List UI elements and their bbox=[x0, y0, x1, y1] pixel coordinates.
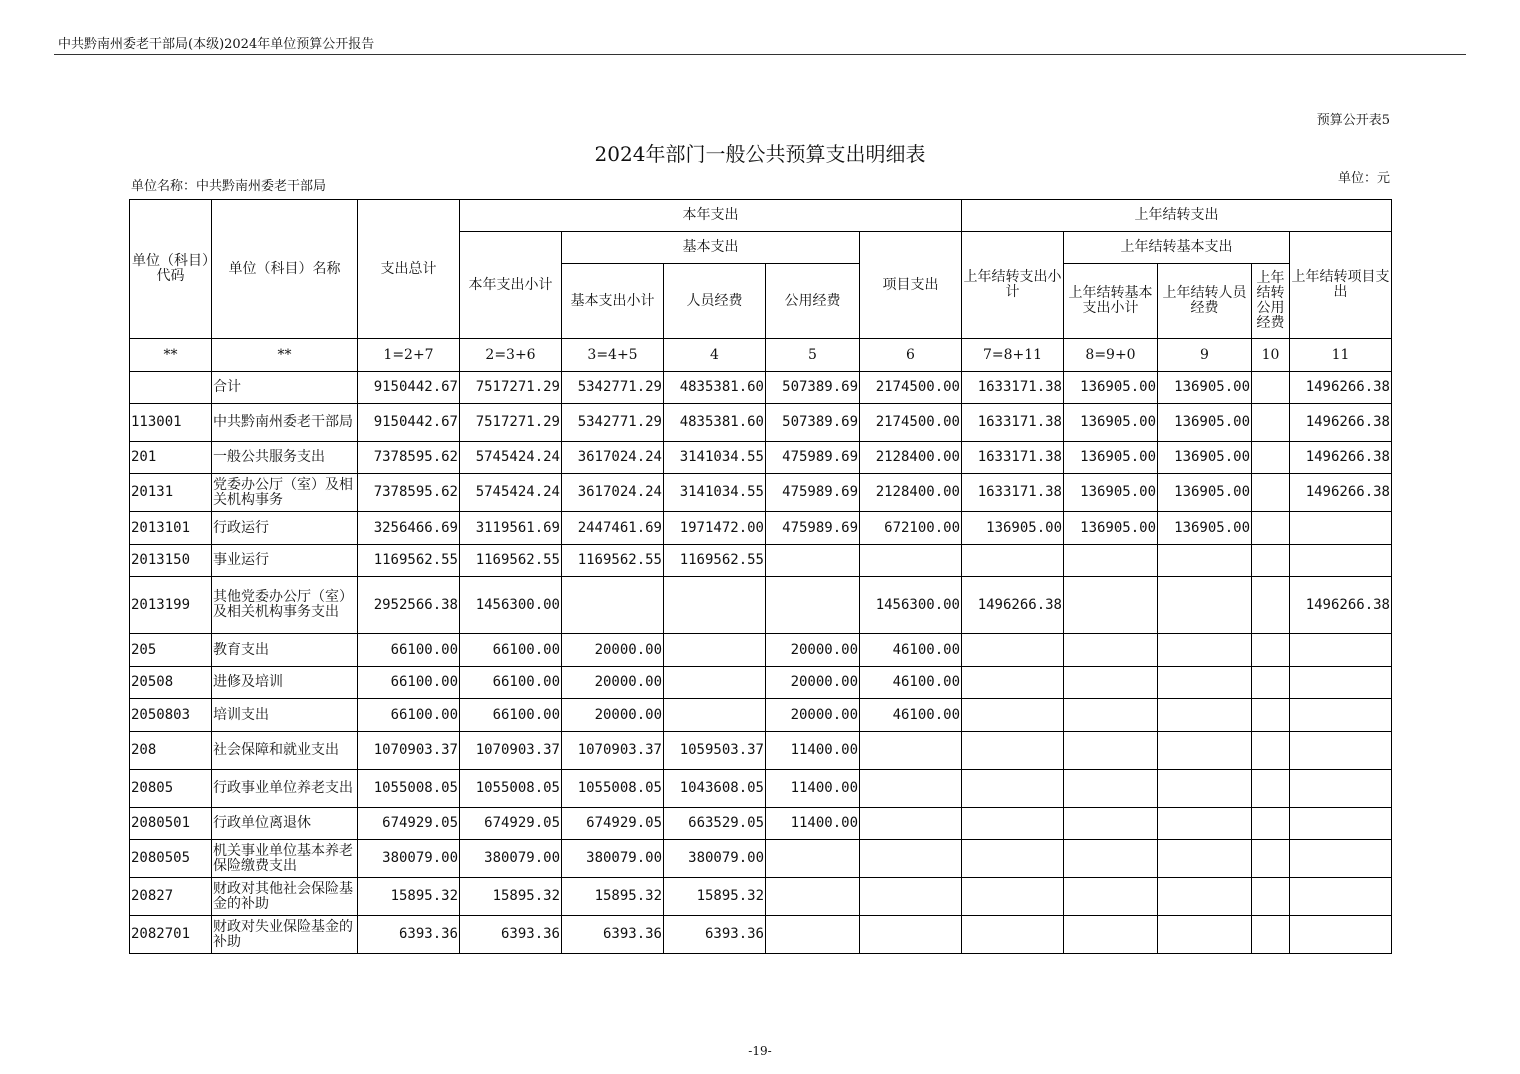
cell-amount bbox=[962, 770, 1064, 808]
cell-amount bbox=[766, 840, 860, 878]
cell-amount: 136905.00 bbox=[1158, 372, 1252, 404]
cell-amount bbox=[1290, 878, 1392, 916]
cell-amount: 136905.00 bbox=[1158, 442, 1252, 474]
unit-label: 单位：元 bbox=[1337, 171, 1390, 186]
budget-table bbox=[129, 199, 1392, 954]
index-cell: 11 bbox=[1290, 339, 1392, 372]
cell-amount bbox=[1290, 770, 1392, 808]
index-cell: 2=3+6 bbox=[460, 339, 562, 372]
index-row bbox=[130, 339, 1392, 372]
cell-amount: 46100.00 bbox=[860, 634, 962, 667]
cell-amount bbox=[664, 634, 766, 667]
cell-amount bbox=[1252, 442, 1290, 474]
cell-amount bbox=[1290, 667, 1392, 699]
cell-amount: 136905.00 bbox=[1064, 512, 1158, 545]
cell-amount: 2447461.69 bbox=[562, 512, 664, 545]
table-row bbox=[130, 770, 1392, 808]
cell-amount: 2174500.00 bbox=[860, 404, 962, 442]
cell-amount bbox=[1064, 770, 1158, 808]
header-project: 项目支出 bbox=[860, 232, 962, 339]
cell-amount bbox=[1252, 840, 1290, 878]
cell-amount: 1055008.05 bbox=[460, 770, 562, 808]
cell-amount bbox=[962, 808, 1064, 840]
cell-amount bbox=[1064, 878, 1158, 916]
cell-amount: 15895.32 bbox=[562, 878, 664, 916]
cell-amount bbox=[1064, 840, 1158, 878]
cell-name: 财政对其他社会保险基金的补助 bbox=[212, 878, 358, 916]
cell-amount: 507389.69 bbox=[766, 404, 860, 442]
cell-amount bbox=[1252, 634, 1290, 667]
cell-name: 机关事业单位基本养老保险缴费支出 bbox=[212, 840, 358, 878]
cell-amount bbox=[1158, 878, 1252, 916]
cell-amount: 7378595.62 bbox=[358, 474, 460, 512]
cell-amount bbox=[962, 545, 1064, 577]
cell-amount: 1633171.38 bbox=[962, 372, 1064, 404]
cell-amount: 15895.32 bbox=[358, 878, 460, 916]
cell-amount: 1169562.55 bbox=[562, 545, 664, 577]
cell-amount bbox=[1290, 545, 1392, 577]
cell-amount: 1070903.37 bbox=[358, 732, 460, 770]
index-cell: 6 bbox=[860, 339, 962, 372]
cell-amount: 1456300.00 bbox=[460, 577, 562, 634]
cell-amount: 1496266.38 bbox=[1290, 442, 1392, 474]
cell-amount bbox=[1158, 577, 1252, 634]
cell-amount: 1169562.55 bbox=[460, 545, 562, 577]
cell-amount: 1070903.37 bbox=[562, 732, 664, 770]
cell-amount: 136905.00 bbox=[1064, 372, 1158, 404]
cell-code: 2082701 bbox=[130, 916, 212, 954]
cell-amount: 1496266.38 bbox=[962, 577, 1064, 634]
page-title: 2024年部门一般公共预算支出明细表 bbox=[594, 142, 926, 166]
cell-amount: 9150442.67 bbox=[358, 372, 460, 404]
cell-amount: 136905.00 bbox=[1064, 474, 1158, 512]
cell-amount bbox=[766, 545, 860, 577]
cell-amount: 3119561.69 bbox=[460, 512, 562, 545]
cell-amount: 1055008.05 bbox=[562, 770, 664, 808]
cell-amount: 66100.00 bbox=[460, 667, 562, 699]
cell-amount bbox=[1158, 667, 1252, 699]
table-row bbox=[130, 404, 1392, 442]
cell-amount: 1496266.38 bbox=[1290, 404, 1392, 442]
page-header: 中共黔南州委老干部局(本级)2024年单位预算公开报告 bbox=[58, 37, 375, 52]
table-row bbox=[130, 667, 1392, 699]
cell-amount: 507389.69 bbox=[766, 372, 860, 404]
cell-amount bbox=[860, 840, 962, 878]
cell-amount bbox=[1252, 667, 1290, 699]
cell-amount: 380079.00 bbox=[664, 840, 766, 878]
cell-amount bbox=[1252, 474, 1290, 512]
cell-amount: 2128400.00 bbox=[860, 474, 962, 512]
cell-amount: 1055008.05 bbox=[358, 770, 460, 808]
cell-code: 2013199 bbox=[130, 577, 212, 634]
cell-amount: 136905.00 bbox=[1064, 442, 1158, 474]
cell-amount: 1496266.38 bbox=[1290, 372, 1392, 404]
table-row bbox=[130, 699, 1392, 732]
cell-amount: 7378595.62 bbox=[358, 442, 460, 474]
cell-amount: 136905.00 bbox=[1064, 404, 1158, 442]
cell-name: 教育支出 bbox=[212, 634, 358, 667]
cell-name: 行政事业单位养老支出 bbox=[212, 770, 358, 808]
header-carry-project: 上年结转项目支出 bbox=[1290, 232, 1392, 339]
cell-amount: 11400.00 bbox=[766, 770, 860, 808]
cell-amount bbox=[962, 667, 1064, 699]
cell-amount: 5745424.24 bbox=[460, 474, 562, 512]
cell-amount bbox=[1064, 634, 1158, 667]
cell-amount: 1633171.38 bbox=[962, 404, 1064, 442]
cell-amount: 674929.05 bbox=[460, 808, 562, 840]
cell-amount: 20000.00 bbox=[562, 667, 664, 699]
cell-amount: 3256466.69 bbox=[358, 512, 460, 545]
header-code: 单位（科目）代码 bbox=[130, 200, 212, 339]
cell-code: 205 bbox=[130, 634, 212, 667]
cell-amount bbox=[860, 770, 962, 808]
cell-amount bbox=[1290, 916, 1392, 954]
table-row bbox=[130, 372, 1392, 404]
cell-amount: 674929.05 bbox=[358, 808, 460, 840]
cell-code: 20827 bbox=[130, 878, 212, 916]
cell-amount bbox=[860, 916, 962, 954]
cell-amount bbox=[1158, 634, 1252, 667]
cell-amount bbox=[1064, 699, 1158, 732]
cell-amount: 380079.00 bbox=[358, 840, 460, 878]
cell-amount: 1971472.00 bbox=[664, 512, 766, 545]
cell-amount: 3617024.24 bbox=[562, 442, 664, 474]
cell-amount: 6393.36 bbox=[562, 916, 664, 954]
form-number: 预算公开表5 bbox=[1316, 113, 1390, 128]
cell-amount bbox=[1290, 840, 1392, 878]
cell-amount bbox=[1252, 699, 1290, 732]
cell-amount: 66100.00 bbox=[460, 699, 562, 732]
cell-amount: 3141034.55 bbox=[664, 442, 766, 474]
cell-code: 208 bbox=[130, 732, 212, 770]
table-row bbox=[130, 916, 1392, 954]
cell-amount bbox=[860, 808, 962, 840]
index-cell: ** bbox=[212, 339, 358, 372]
header-current: 本年支出 bbox=[460, 200, 962, 232]
cell-amount bbox=[1290, 808, 1392, 840]
cell-amount: 66100.00 bbox=[358, 699, 460, 732]
cell-amount: 20000.00 bbox=[562, 699, 664, 732]
cell-amount: 4835381.60 bbox=[664, 404, 766, 442]
cell-amount bbox=[962, 634, 1064, 667]
cell-amount bbox=[1064, 667, 1158, 699]
index-cell: 5 bbox=[766, 339, 860, 372]
cell-amount bbox=[1252, 404, 1290, 442]
index-cell: 3=4+5 bbox=[562, 339, 664, 372]
cell-name: 培训支出 bbox=[212, 699, 358, 732]
cell-amount: 15895.32 bbox=[460, 878, 562, 916]
cell-amount: 663529.05 bbox=[664, 808, 766, 840]
cell-amount bbox=[1252, 808, 1290, 840]
cell-amount bbox=[1252, 577, 1290, 634]
cell-amount: 3141034.55 bbox=[664, 474, 766, 512]
cell-amount: 1496266.38 bbox=[1290, 474, 1392, 512]
header-rule bbox=[54, 54, 1466, 55]
cell-code: 2013101 bbox=[130, 512, 212, 545]
header-basic-subtotal: 基本支出小计 bbox=[562, 264, 664, 339]
cell-amount: 7517271.29 bbox=[460, 404, 562, 442]
cell-amount: 3617024.24 bbox=[562, 474, 664, 512]
cell-amount bbox=[1064, 732, 1158, 770]
cell-amount: 20000.00 bbox=[766, 699, 860, 732]
cell-amount bbox=[962, 699, 1064, 732]
cell-amount bbox=[962, 732, 1064, 770]
cell-code: 20508 bbox=[130, 667, 212, 699]
cell-amount: 1633171.38 bbox=[962, 442, 1064, 474]
cell-name: 一般公共服务支出 bbox=[212, 442, 358, 474]
cell-amount bbox=[664, 699, 766, 732]
cell-name: 合计 bbox=[212, 372, 358, 404]
cell-amount bbox=[1252, 916, 1290, 954]
index-cell: 10 bbox=[1252, 339, 1290, 372]
cell-amount: 475989.69 bbox=[766, 512, 860, 545]
cell-amount: 1070903.37 bbox=[460, 732, 562, 770]
cell-amount: 6393.36 bbox=[664, 916, 766, 954]
cell-amount bbox=[1252, 512, 1290, 545]
cell-amount bbox=[1064, 577, 1158, 634]
header-personnel: 人员经费 bbox=[664, 264, 766, 339]
cell-amount bbox=[766, 878, 860, 916]
cell-amount: 380079.00 bbox=[562, 840, 664, 878]
cell-amount bbox=[766, 916, 860, 954]
header-total: 支出总计 bbox=[358, 200, 460, 339]
table-row bbox=[130, 840, 1392, 878]
cell-amount: 66100.00 bbox=[460, 634, 562, 667]
table-row bbox=[130, 512, 1392, 545]
header-carry-personnel: 上年结转人员经费 bbox=[1158, 264, 1252, 339]
cell-amount bbox=[962, 840, 1064, 878]
cell-amount: 46100.00 bbox=[860, 699, 962, 732]
cell-name: 行政运行 bbox=[212, 512, 358, 545]
cell-name: 中共黔南州委老干部局 bbox=[212, 404, 358, 442]
index-cell: ** bbox=[130, 339, 212, 372]
unit-name: 单位名称：中共黔南州委老干部局 bbox=[131, 179, 327, 194]
cell-amount: 136905.00 bbox=[962, 512, 1064, 545]
cell-amount bbox=[1290, 699, 1392, 732]
cell-code: 2050803 bbox=[130, 699, 212, 732]
cell-amount: 475989.69 bbox=[766, 442, 860, 474]
index-cell: 9 bbox=[1158, 339, 1252, 372]
cell-code bbox=[130, 372, 212, 404]
header-basic: 基本支出 bbox=[562, 232, 860, 264]
cell-amount: 7517271.29 bbox=[460, 372, 562, 404]
cell-amount: 1059503.37 bbox=[664, 732, 766, 770]
cell-code: 2013150 bbox=[130, 545, 212, 577]
cell-name: 行政单位离退休 bbox=[212, 808, 358, 840]
cell-amount bbox=[1290, 634, 1392, 667]
cell-amount bbox=[1252, 770, 1290, 808]
cell-amount: 1633171.38 bbox=[962, 474, 1064, 512]
header-carry-public: 上年结转公用经费 bbox=[1252, 264, 1290, 339]
cell-amount: 5342771.29 bbox=[562, 372, 664, 404]
page-number: -19- bbox=[748, 1044, 772, 1058]
cell-amount: 1456300.00 bbox=[860, 577, 962, 634]
table-row bbox=[130, 577, 1392, 634]
cell-amount: 674929.05 bbox=[562, 808, 664, 840]
cell-amount bbox=[1252, 372, 1290, 404]
cell-amount: 4835381.60 bbox=[664, 372, 766, 404]
cell-amount bbox=[1158, 916, 1252, 954]
table-row bbox=[130, 878, 1392, 916]
cell-amount bbox=[1252, 732, 1290, 770]
cell-amount: 46100.00 bbox=[860, 667, 962, 699]
header-current-subtotal: 本年支出小计 bbox=[460, 232, 562, 339]
cell-amount: 66100.00 bbox=[358, 667, 460, 699]
cell-name: 进修及培训 bbox=[212, 667, 358, 699]
cell-amount bbox=[860, 732, 962, 770]
cell-amount: 11400.00 bbox=[766, 808, 860, 840]
cell-amount: 20000.00 bbox=[766, 667, 860, 699]
cell-amount: 136905.00 bbox=[1158, 474, 1252, 512]
cell-amount bbox=[1158, 732, 1252, 770]
cell-amount: 136905.00 bbox=[1158, 404, 1252, 442]
cell-amount bbox=[664, 577, 766, 634]
header-public: 公用经费 bbox=[766, 264, 860, 339]
cell-amount bbox=[1158, 840, 1252, 878]
header-carry: 上年结转支出 bbox=[962, 200, 1392, 232]
header-carry-basic: 上年结转基本支出 bbox=[1064, 232, 1290, 264]
table-row bbox=[130, 442, 1392, 474]
index-cell: 1=2+7 bbox=[358, 339, 460, 372]
cell-amount: 1043608.05 bbox=[664, 770, 766, 808]
cell-code: 20805 bbox=[130, 770, 212, 808]
header-name: 单位（科目）名称 bbox=[212, 200, 358, 339]
cell-amount: 5745424.24 bbox=[460, 442, 562, 474]
cell-amount: 6393.36 bbox=[460, 916, 562, 954]
cell-code: 113001 bbox=[130, 404, 212, 442]
cell-amount: 11400.00 bbox=[766, 732, 860, 770]
cell-code: 2080501 bbox=[130, 808, 212, 840]
cell-amount bbox=[1158, 699, 1252, 732]
cell-amount: 1496266.38 bbox=[1290, 577, 1392, 634]
cell-amount: 136905.00 bbox=[1158, 512, 1252, 545]
cell-name: 党委办公厅（室）及相关机构事务 bbox=[212, 474, 358, 512]
cell-amount: 2952566.38 bbox=[358, 577, 460, 634]
cell-name: 事业运行 bbox=[212, 545, 358, 577]
cell-amount bbox=[1064, 545, 1158, 577]
cell-code: 20131 bbox=[130, 474, 212, 512]
cell-amount bbox=[1158, 808, 1252, 840]
cell-amount bbox=[860, 878, 962, 916]
cell-name: 社会保障和就业支出 bbox=[212, 732, 358, 770]
cell-amount: 2174500.00 bbox=[860, 372, 962, 404]
index-cell: 7=8+11 bbox=[962, 339, 1064, 372]
cell-name: 其他党委办公厅（室）及相关机构事务支出 bbox=[212, 577, 358, 634]
cell-amount: 672100.00 bbox=[860, 512, 962, 545]
cell-amount: 20000.00 bbox=[766, 634, 860, 667]
cell-amount bbox=[1064, 808, 1158, 840]
cell-amount: 380079.00 bbox=[460, 840, 562, 878]
cell-name: 财政对失业保险基金的补助 bbox=[212, 916, 358, 954]
cell-amount: 475989.69 bbox=[766, 474, 860, 512]
cell-amount: 5342771.29 bbox=[562, 404, 664, 442]
cell-amount bbox=[1290, 512, 1392, 545]
cell-amount bbox=[766, 577, 860, 634]
table-row bbox=[130, 732, 1392, 770]
index-cell: 8=9+0 bbox=[1064, 339, 1158, 372]
table-row bbox=[130, 474, 1392, 512]
cell-amount: 6393.36 bbox=[358, 916, 460, 954]
cell-amount bbox=[1158, 770, 1252, 808]
cell-amount: 1169562.55 bbox=[358, 545, 460, 577]
cell-amount bbox=[1290, 732, 1392, 770]
cell-amount bbox=[962, 916, 1064, 954]
table-row bbox=[130, 634, 1392, 667]
cell-amount bbox=[1252, 545, 1290, 577]
cell-amount bbox=[1064, 916, 1158, 954]
cell-amount bbox=[1252, 878, 1290, 916]
cell-amount: 9150442.67 bbox=[358, 404, 460, 442]
cell-amount: 66100.00 bbox=[358, 634, 460, 667]
table-row bbox=[130, 545, 1392, 577]
cell-amount bbox=[1158, 545, 1252, 577]
table-row bbox=[130, 808, 1392, 840]
header-carry-subtotal: 上年结转支出小计 bbox=[962, 232, 1064, 339]
cell-code: 201 bbox=[130, 442, 212, 474]
cell-amount: 15895.32 bbox=[664, 878, 766, 916]
cell-amount bbox=[860, 545, 962, 577]
cell-amount bbox=[962, 878, 1064, 916]
cell-amount: 1169562.55 bbox=[664, 545, 766, 577]
cell-amount: 20000.00 bbox=[562, 634, 664, 667]
index-cell: 4 bbox=[664, 339, 766, 372]
cell-code: 2080505 bbox=[130, 840, 212, 878]
cell-amount: 2128400.00 bbox=[860, 442, 962, 474]
cell-amount bbox=[562, 577, 664, 634]
cell-amount bbox=[664, 667, 766, 699]
header-carry-basic-subtotal: 上年结转基本支出小计 bbox=[1064, 264, 1158, 339]
